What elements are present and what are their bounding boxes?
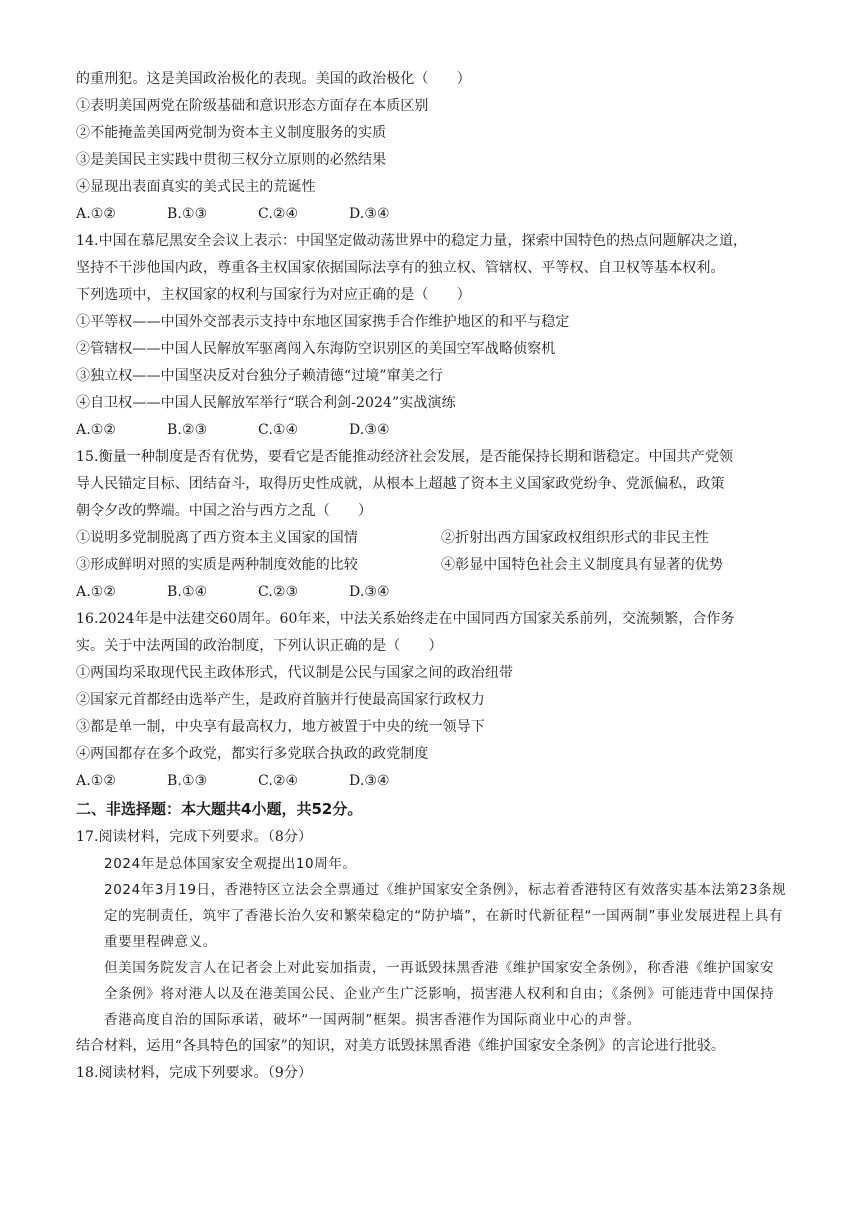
q15-stem-line-2: 导人民锚定目标、团结奋斗，取得历史性成就，从根本上超越了资本主义国家政党纷争、党派偏私，政策 xyxy=(76,476,725,492)
exam-page xyxy=(76,66,788,1087)
section-2-title: 二、非选择题：本大题共4小题，共52分。 xyxy=(76,800,363,818)
q13-item-4: ④显现出表面真实的美式民主的荒诞性 xyxy=(76,179,316,195)
q16-option-b: B.①③ xyxy=(167,773,208,789)
q13-option-d: D.③④ xyxy=(349,206,390,222)
q13-options xyxy=(76,201,788,228)
q14-stem-line-2: 坚持不干涉他国内政，尊重各主权国家依据国际法享有的独立权、管辖权、平等权、自卫权等基本权利。 xyxy=(76,260,725,276)
q17-material-para-2: 2024年3月19日，香港特区立法会全票通过《维护国家安全条例》，标志着香港特区有效落实基本法第23条规定的宪制责任，筑牢了香港长治久安和繁荣稳定的“防护墙”，在新时代新征程“一国两制”事业发展进程上具有重要里程碑意义。 xyxy=(104,882,787,950)
q14-stem-line-3: 下列选项中，主权国家的权利与国家行为对应正确的是（ ） xyxy=(76,287,471,303)
q15-options xyxy=(76,579,788,606)
q13-option-c: C.②④ xyxy=(258,206,299,222)
q16-item-1: ①两国均采取现代民主政体形式，代议制是公民与国家之间的政治纽带 xyxy=(76,665,514,681)
q14-option-d: D.③④ xyxy=(349,422,390,438)
q15-items-row-1 xyxy=(76,525,788,552)
q13-item-2: ②不能掩盖美国两党制为资本主义制度服务的实质 xyxy=(76,125,387,141)
q17-task: 结合材料，运用“各具特色的国家”的知识，对美方诋毁抹黑香港《维护国家安全条例》的言论进行批驳。 xyxy=(76,1038,726,1054)
q14-option-a: A.①② xyxy=(76,422,117,438)
q16-option-c: C.②④ xyxy=(258,773,299,789)
q15-item-3: ③形成鲜明对照的实质是两种制度效能的比较 xyxy=(76,557,358,573)
q16-option-a: A.①② xyxy=(76,773,117,789)
q15-item-1: ①说明多党制脱离了西方资本主义国家的国情 xyxy=(76,530,358,546)
q16-item-2: ②国家元首都经由选举产生，是政府首脑并行使最高国家行政权力 xyxy=(76,692,485,708)
q16-stem-line-1: 16.2024年是中法建交60周年。60年来，中法关系始终走在中国同西方国家关系前列，交流频繁，合作务 xyxy=(76,611,735,627)
q13-option-b: B.①③ xyxy=(167,206,208,222)
q16-options xyxy=(76,768,788,795)
q15-items-row-2 xyxy=(76,552,788,579)
q15-option-d: D.③④ xyxy=(349,584,390,600)
q14-item-4: ④自卫权——中国人民解放军举行“联合利剑-2024”实战演练 xyxy=(76,395,456,411)
q18-prompt: 18.阅读材料，完成下列要求。（9分） xyxy=(76,1065,313,1081)
q15-item-2: ②折射出西方国家政权组织形式的非民主性 xyxy=(441,530,709,546)
q13-stem-end: 的重刑犯。这是美国政治极化的表现。美国的政治极化（ ） xyxy=(76,71,471,87)
q15-stem-line-1: 15.衡量一种制度是否有优势，要看它是否能推动经济社会发展，是否能保持长期和谐稳定。中国共产党领 xyxy=(76,449,734,465)
q14-option-c: C.①④ xyxy=(258,422,299,438)
q15-option-a: A.①② xyxy=(76,584,117,600)
q15-item-4: ④彰显中国特色社会主义制度具有显著的优势 xyxy=(441,557,723,573)
q14-option-b: B.②③ xyxy=(167,422,208,438)
q14-item-1: ①平等权——中国外交部表示支持中东地区国家携手合作维护地区的和平与稳定 xyxy=(76,314,570,330)
q13-item-1: ①表明美国两党在阶级基础和意识形态方面存在本质区别 xyxy=(76,98,429,114)
q16-item-4: ④两国都存在多个政党，都实行多党联合执政的政党制度 xyxy=(76,746,429,762)
q15-stem-line-3: 朝令夕改的弊端。中国之治与西方之乱（ ） xyxy=(76,503,373,519)
q13-item-3: ③是美国民主实践中贯彻三权分立原则的必然结果 xyxy=(76,152,387,168)
q13-option-a: A.①② xyxy=(76,206,117,222)
q17-material-para-1: 2024年是总体国家安全观提出10周年。 xyxy=(104,856,357,872)
q15-option-b: B.①④ xyxy=(167,584,208,600)
q17-prompt: 17.阅读材料，完成下列要求。（8分） xyxy=(76,829,313,845)
q17-material-para-3: 但美国务院发言人在记者会上对此妄加指责，一再诋毁抹黑香港《维护国家安全条例》，称香港《维护国家安全条例》将对港人以及在港美国公民、企业产生广泛影响，损害港人权利和自由；《条例》可能违背中国保持香港高度自治的国际承诺，破坏“一国两制”框架。损害香港作为国际商业中心的声誉。 xyxy=(104,960,775,1028)
q16-option-d: D.③④ xyxy=(349,773,390,789)
q14-stem-line-1: 14.中国在慕尼黑安全会议上表示：中国坚定做动荡世界中的稳定力量，探索中国特色的热点问题解决之道， xyxy=(76,233,748,249)
q14-options xyxy=(76,417,788,444)
q16-item-3: ③都是单一制，中央享有最高权力，地方被置于中央的统一领导下 xyxy=(76,719,485,735)
q14-item-2: ②管辖权——中国人民解放军驱离闯入东海防空识别区的美国空军战略侦察机 xyxy=(76,341,556,357)
q15-option-c: C.②③ xyxy=(258,584,299,600)
q14-item-3: ③独立权——中国坚决反对台独分子赖清德“过境”窜美之行 xyxy=(76,368,444,384)
q16-stem-line-2: 实。关于中法两国的政治制度，下列认识正确的是（ ） xyxy=(76,638,443,654)
